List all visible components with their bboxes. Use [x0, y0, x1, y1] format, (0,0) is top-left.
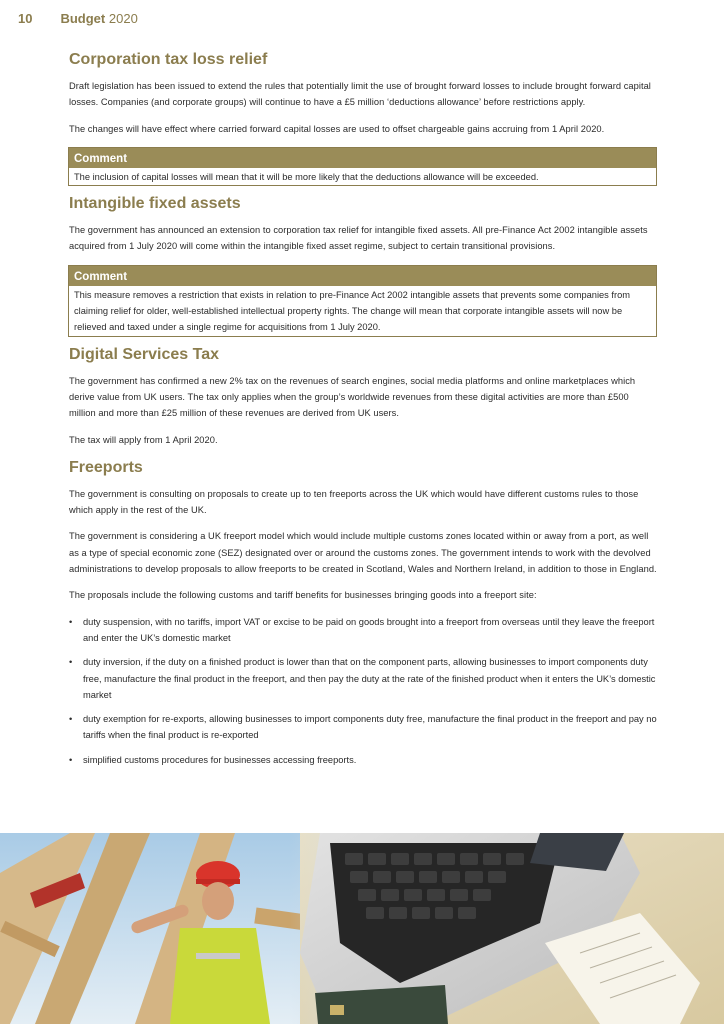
comment-box: [68, 147, 657, 186]
paragraph: The government is considering a UK freeport model which would include multiple customs zones located within or away from a port, as well as a type of special economic zone (SEZ) designated over or around the customs zones. The government intends to work with the devolved administrations to develop proposals to allow freeports to be created in Scotland, Wales and Northern Ireland, in addition to those in England.: [69, 531, 657, 575]
footer-photo: [0, 833, 724, 1024]
comment-box: [68, 265, 657, 337]
footer-photo-strip: [0, 833, 724, 1024]
paragraph: Draft legislation has been issued to extend the rules that potentially limit the use of brought forward losses to include brought forward capital losses. Companies (and corporate groups) will continue to have a £5 million ‘deductions allowance’ before restrictions apply.: [69, 81, 651, 108]
bullet-list: [69, 614, 657, 768]
list-item: • simplified customs procedures for businesses accessing freeports.: [69, 754, 357, 765]
list-item: • duty suspension, with no tariffs, import VAT or excise to be paid on goods brought into a freeport from overseas until they leave the freeport and enter the UK’s domestic market: [69, 616, 655, 643]
comment-title: Comment: [69, 266, 656, 286]
main-content: [69, 50, 657, 776]
comment-title: Comment: [69, 148, 656, 168]
paragraph: The proposals include the following customs and tariff benefits for businesses bringing goods into a freeport site:: [69, 590, 537, 601]
paragraph: The government has announced an extension to corporation tax relief for intangible fixed assets. All pre-Finance Act 2002 intangible assets acquired from 1 July 2020 will come within the intangible fixed asset regime, subject to certain transitional provisions.: [69, 225, 648, 252]
section-heading-digital-services-tax: Digital Services Tax: [69, 345, 219, 363]
list-item: • duty inversion, if the duty on a finished product is lower than that on the component parts, allowing businesses to import components duty free, manufacture the final product in the freeport, and then pay the duty at the rate of the finished product when it enters the UK’s domestic market: [69, 657, 656, 700]
comment-text: The inclusion of capital losses will mean that it will be more likely that the deductions allowance will be exceeded.: [74, 171, 539, 182]
doc-title-bold: Budget: [60, 11, 106, 26]
paragraph: The government is consulting on proposals to create up to ten freeports across the UK which would have different customs rules to those which apply in the rest of the UK.: [69, 488, 639, 516]
page-header: [18, 11, 138, 26]
paragraph: The tax will apply from 1 April 2020.: [69, 434, 218, 445]
comment-text: This measure removes a restriction that exists in relation to pre-Finance Act 2002 intangible assets that prevents some companies from claiming relief for older, well-established intellectual property rights. The change will mean that corporate intangible assets will now be relieved and taxed under a single regime for acquisitions from 1 July 2020.: [74, 289, 631, 333]
section-heading-intangible-assets: Intangible fixed assets: [69, 195, 241, 213]
section-heading-freeports: Freeports: [69, 458, 143, 476]
doc-title-year: 2020: [108, 11, 138, 26]
paragraph: The changes will have effect where carried forward capital losses are used to offset chargeable gains accruing from 1 April 2020.: [69, 123, 605, 134]
section-heading-corporation-tax: Corporation tax loss relief: [69, 51, 268, 68]
list-item: • duty exemption for re-exports, allowing businesses to import components duty free, manufacture the final product in the freeport and pay no tariffs when the final product is re-exported: [69, 714, 657, 741]
paragraph: The government has confirmed a new 2% tax on the revenues of search engines, social media platforms and online marketplaces which derive value from UK users. The tax only applies when the group’s worldwide revenues from these digital activities are more than £500 million and more than £25 million of these revenues are derived from UK users.: [69, 375, 636, 419]
page-number: 10: [18, 11, 33, 26]
